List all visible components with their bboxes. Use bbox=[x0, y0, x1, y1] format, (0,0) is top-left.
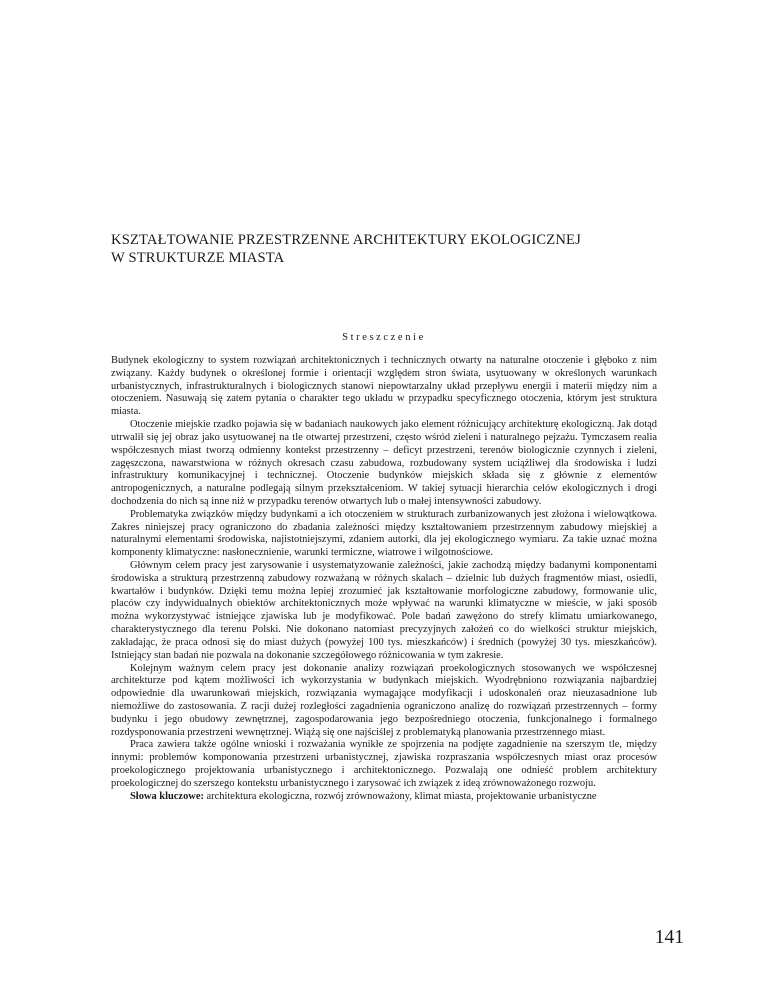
keywords-label: Słowa kluczowe: bbox=[130, 790, 204, 802]
abstract-paragraph-1: Budynek ekologiczny to system rozwiązań architektonicznych i technicznych otwarty na naturalne otoczenie i głęboko z nim związany. Każdy budynek o określonej formie i orientacji względem stron świata, usytuowany w określonych warunkach urbanistycznych, infrastrukturalnych i biologicznych stanowi niepowtarzalny układ przepływu energii i materii między nim a otoczeniem. Nasuwają się zatem pytania o charakter tego układu w przypadku specyficznego otoczenia, którym jest struktura miasta. bbox=[111, 355, 657, 418]
abstract-paragraph-2: Otoczenie miejskie rzadko pojawia się w badaniach naukowych jako element różnicujący architekturę ekologiczną. Jak dotąd utrwalił się jej obraz jako usytuowanej na tle otwartej przestrzeni, często wśród zieleni i naturalnego pejzażu. Tymczasem realia współczesnych miast tworzą odmienny kontekst przestrzenny – deficyt przestrzeni, terenów biologicznie czynnych i zieleni, zagęszczona, nawarstwiona w różnych okresach czasu zabudowa, rozbudowany system uciążliwej dla środowiska i ludzi infrastruktury komunikacyjnej i technicznej. Otoczenie budynków miejskich składa się z głównie z elementów antropogenicznych, a naturalne podlegają silnym przekształceniom. W takiej sytuacji hierarchia celów ekologicznych i drogi dochodzenia do nich są inne niż w przypadku terenów otwartych lub o małej intensywności zabudowy. bbox=[111, 419, 657, 507]
keywords-text: architektura ekologiczna, rozwój zrównoważony, klimat miasta, projektowanie urbanistyczne bbox=[203, 790, 597, 802]
abstract-body bbox=[111, 355, 657, 803]
abstract-paragraph-4: Głównym celem pracy jest zarysowanie i usystematyzowanie zależności, jakie zachodzą między badanymi komponentami środowiska a strukturą przestrzenną zabudowy rozważaną w różnych skalach – dzielnic lub dużych fragmentów miast, osiedli, kwartałów i budynków. Dzięki temu można lepiej zrozumieć jak kształtowanie morfologiczne zabudowy, formowanie ulic, placów czy indywidualnych obiektów architektonicznych może wpływać na warunki klimatyczne w mieście, w jaki sposób można wykorzystywać istniejące zjawiska lub je modyfikować. Pole badań zawężono do strefy klimatu umiarkowanego, charakterystycznego dla terenu Polski. Nie dokonano natomiast precyzyjnych założeń co do wielkości struktur miejskich, zakładając, że praca odnosi się do miast dużych (powyżej 100 tys. mieszkańców) i średnich (powyżej 30 tys. mieszkańców). Istniejący stan badań nie pozwala na dokonanie szczegółowego różnicowania w tym zakresie. bbox=[111, 560, 657, 661]
title-line-1: KSZTAŁTOWANIE PRZESTRZENNE ARCHITEKTURY EKOLOGICZNEJ bbox=[111, 232, 581, 248]
title-line-2: W STRUKTURZE MIASTA bbox=[111, 250, 285, 266]
page-number: 141 bbox=[654, 927, 684, 948]
abstract-paragraph-3: Problematyka związków między budynkami a ich otoczeniem w strukturach zurbanizowanych jest złożona i wielowątkowa. Zakres niniejszej pracy ograniczono do zbadania zależności między kształtowaniem przestrzennym zabudowy miejskiej a naturalnymi elementami środowiska, najistotniejszymi, zdaniem autorki, dla jej ekologicznego wymiaru. Za takie uznać można komponenty klimatyczne: nasłonecznienie, warunki termiczne, wiatrowe i wilgotnościowe. bbox=[111, 508, 657, 559]
keywords bbox=[111, 791, 657, 804]
abstract-paragraph-5: Kolejnym ważnym celem pracy jest dokonanie analizy rozwiązań proekologicznych stosowanych we współczesnej architekturze pod kątem możliwości ich wykorzystania w budynkach miejskich. Wyodrębniono rozwiązania najbardziej odpowiednie dla uwarunkowań miejskich, rozwiązania wymagające modyfikacji i udoskonaleń oraz nieuzasadnione lub niemożliwe do zastosowania. Z racji dużej rozległości zagadnienia ograniczono analizę do rozwiązań przestrzennych – formy budynku i jego obudowy zewnętrznej, zagospodarowania jego bezpośredniego otoczenia, funkcjonalnego i formalnego rozdysponowania przestrzeni wewnętrznej. Wiążą się one najściślej z problematyką planowania przestrzennego miast. bbox=[111, 662, 657, 738]
abstract-heading: Streszczenie bbox=[342, 332, 426, 343]
article-title bbox=[111, 231, 671, 267]
abstract-paragraph-6: Praca zawiera także ogólne wnioski i rozważania wynikłe ze spojrzenia na podjęte zagadnienie na szerszym tle, między innymi: problemów komponowania przestrzeni urbanistycznej, zjawiska rozpraszania współczesnych miast oraz procesów proekologicznego projektowania urbanistycznego i architektonicznego. Pozwalają one odnieść problem architektury proekologicznej do szerszego kontekstu urbanistycznego i zarysować ich związek z ideą zrównoważonego rozwoju. bbox=[111, 739, 657, 789]
